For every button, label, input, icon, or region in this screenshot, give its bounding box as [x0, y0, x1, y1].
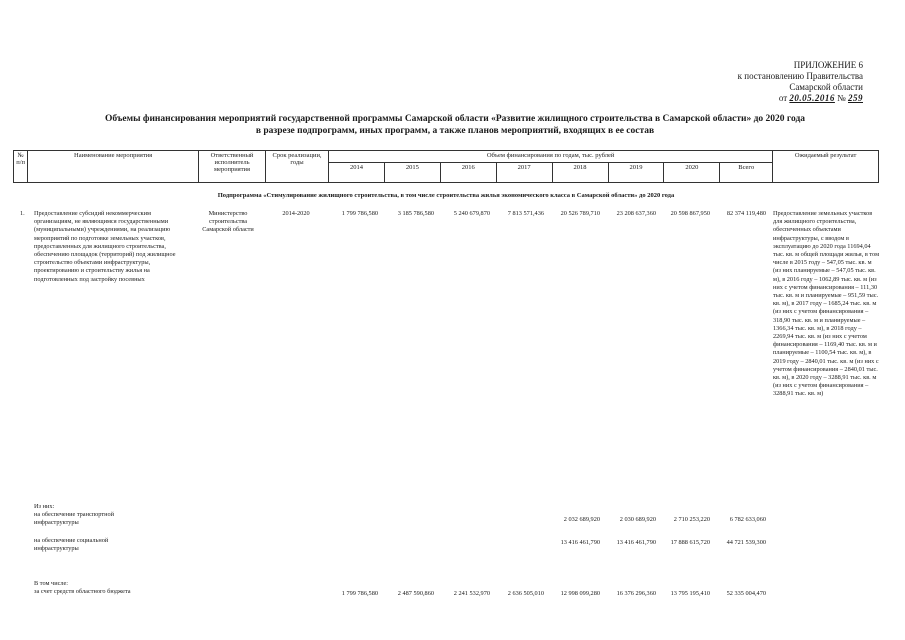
number-value: 259	[848, 93, 863, 103]
transport-total: 6 782 633,060	[729, 516, 766, 523]
header-responsible: Ответственный исполнитель мероприятия	[198, 151, 265, 183]
header-year: 2014	[329, 163, 385, 183]
row-result: Предоставление земельных участков для жилищного строительства, обеспеченных объектами инфраструктуры, с вводом в эксплуатацию до 2020 года 11694,04 тыс. кв. м общей площади жилья, в том числе в 2015 году – 547,05 тыс. кв. м (из них планируемые – 547,05 тыс. кв. м), в 2016 году – 1062,89 тыс. кв. м (из них с учетом финансирования – 111,30 тыс. кв. м и планируемые – 951,59 тыс. кв. м), в 2017 году – 1685,24 тыс. кв. м (из них с учетом финансирования – 318,90 тыс. кв. м и планируемые – 1366,34 тыс. кв. м), в 2018 году – 2269,94 тыс. кв. м (из них с учетом финансирования – 1169,40 тыс. кв. м и планируемые – 1100,54 тыс. кв. м), в 2019 году – 2840,01 тыс. кв. м (из них с учетом финансирования – 2840,01 тыс. кв. м), в 2020 году – 3288,91 тыс. кв. м (из них с учетом финансирования – 3288,91 тыс. кв. м)	[773, 210, 880, 398]
regional-2017: 2 636 505,010	[507, 590, 544, 597]
regional-2018: 12 998 099,280	[560, 590, 600, 597]
appendix-line2: Самарской области	[789, 82, 863, 92]
row-responsible: Министерство строительства Самарской области	[202, 210, 254, 234]
value-2018: 20 526 789,710	[560, 210, 600, 217]
header-total: Всего	[720, 163, 773, 183]
header-year: 2020	[664, 163, 720, 183]
title-line1: Объемы финансирования мероприятий государственной программы Самарской области «Развитие жилищного строительства в Самарской области» до 2020 года	[104, 114, 806, 124]
transport-label: на обеспечение транспортной инфраструктуры	[34, 511, 114, 527]
value-2020: 20 598 867,950	[670, 210, 710, 217]
header-name: Наименование мероприятия	[28, 151, 199, 183]
header-term: Срок реализации, годы	[266, 151, 329, 183]
social-2020: 17 888 615,720	[670, 539, 710, 546]
social-2018: 13 416 461,790	[560, 539, 600, 546]
header-year: 2017	[496, 163, 552, 183]
value-total: 82 374 119,480	[726, 210, 766, 217]
value-2016: 5 240 679,870	[453, 210, 490, 217]
regional-2020: 13 795 195,410	[670, 590, 710, 597]
value-2019: 23 208 637,360	[616, 210, 656, 217]
header-year: 2018	[552, 163, 608, 183]
regional-2019: 16 376 296,360	[616, 590, 656, 597]
of-them-label: Из них:	[34, 503, 55, 510]
funding-table-header	[13, 150, 879, 183]
social-label: на обеспечение социальной инфраструктуры	[34, 537, 109, 553]
header-year: 2015	[384, 163, 440, 183]
header-year: 2019	[608, 163, 664, 183]
subprogram-heading: Подпрограмма «Стимулирование жилищного строительства, в том числе строительства жилья экономического класса в Самарской области» до 2020 года	[217, 192, 675, 199]
header-result: Ожидаемый результат	[773, 151, 879, 183]
document-title	[60, 113, 850, 137]
regional-2014: 1 799 786,580	[341, 590, 378, 597]
regional-2016: 2 241 532,970	[453, 590, 490, 597]
appendix-title: ПРИЛОЖЕНИЕ 6	[793, 60, 863, 70]
transport-2018: 2 032 689,920	[563, 516, 600, 523]
appendix-date-line	[663, 93, 863, 104]
appendix-header	[663, 60, 863, 104]
regional-2015: 2 487 590,860	[397, 590, 434, 597]
regional-label: за счет средств областного бюджета	[34, 588, 131, 595]
row-num: 1.	[20, 210, 25, 217]
row-name: Предоставление субсидий некоммерческим организациям, не являющимся государственными (муниципальными) учреждениями, на реализацию мероприятий по подготовке земельных участков, предоставленных для жилищного строительства, обеспечению площадок (территорий) под жилищное строительство объектами инфраструктуры, проектированию и строительству жилья на подготовленных под застройку посевных	[34, 210, 176, 283]
value-2017: 7 813 571,436	[507, 210, 544, 217]
transport-2019: 2 030 689,920	[619, 516, 656, 523]
value-2015: 3 185 786,580	[397, 210, 434, 217]
header-num: № п/п	[14, 151, 28, 183]
social-total: 44 721 539,300	[726, 539, 766, 546]
row-term: 2014-2020	[282, 210, 310, 217]
including-label: В том числе:	[34, 580, 69, 587]
title-line2: в разрезе подпрограмм, иных программ, а также планов мероприятий, входящих в ее состав	[255, 126, 655, 136]
social-2019: 13 416 461,790	[616, 539, 656, 546]
header-funding-group: Объем финансирования по годам, тыс. рублей	[329, 151, 773, 163]
value-2014: 1 799 786,580	[341, 210, 378, 217]
date-prefix: от	[778, 93, 788, 103]
date-value: 20.05.2016	[789, 93, 835, 103]
regional-total: 52 335 004,470	[726, 590, 766, 597]
appendix-line1: к постановлению Правительства	[737, 71, 863, 81]
number-prefix: №	[837, 93, 846, 103]
header-year: 2016	[440, 163, 496, 183]
transport-2020: 2 710 253,220	[673, 516, 710, 523]
